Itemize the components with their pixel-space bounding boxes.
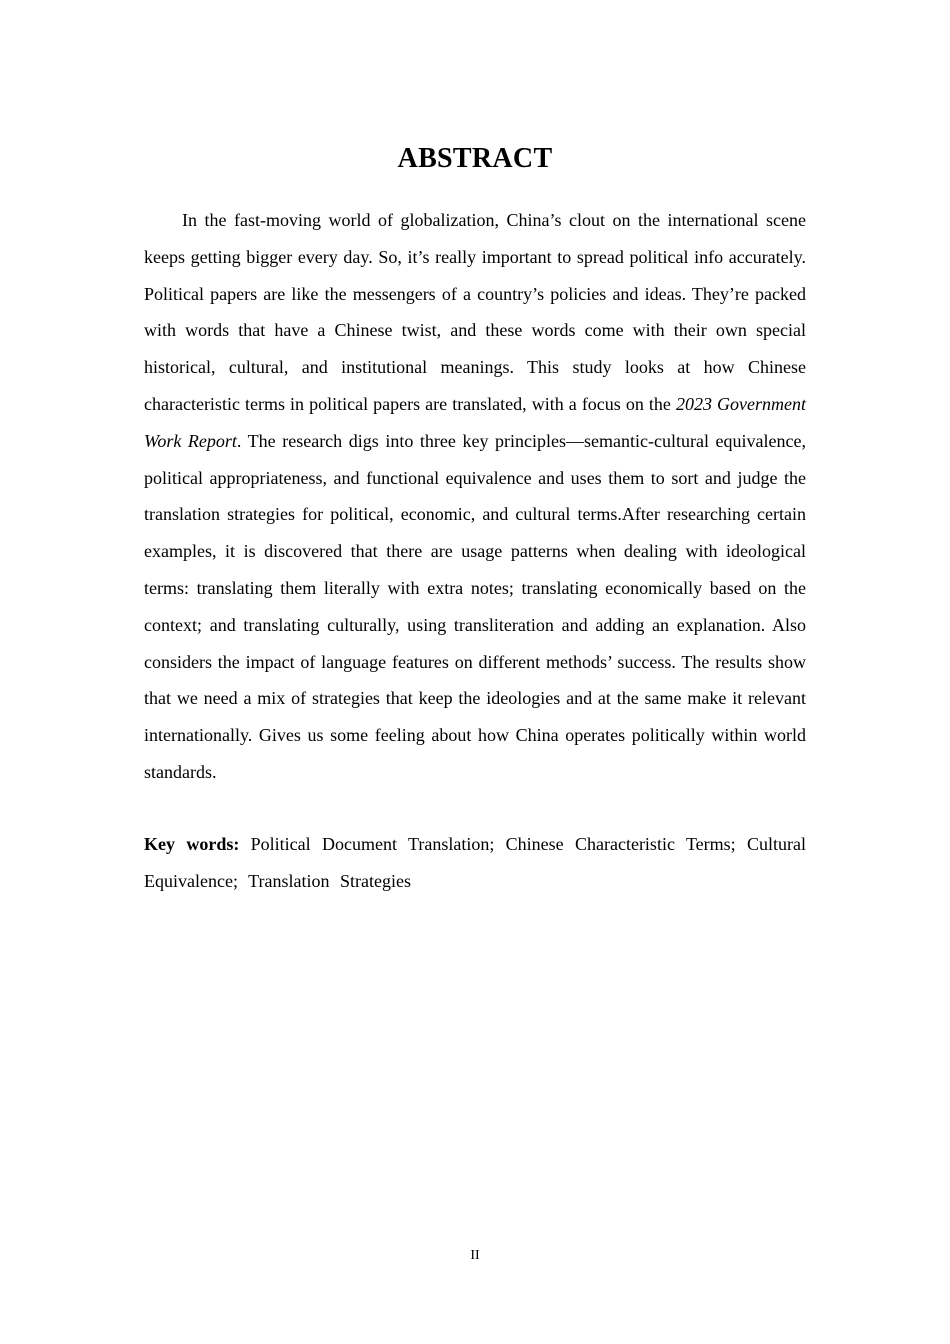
abstract-text-part2: . The research digs into three key principles—semantic-cultural equivalence, political appropriateness, and functional equivalence and uses them to sort and judge the translation strategies for political, economic, and cultural terms.After researching certain examples, it is discovered that there are usage patterns when dealing with ideological terms: translating them literally with extra notes; translating economically based on the context; and translating culturally, using transliteration and adding an explanation. Also considers the impact of language features on different methods’ success. The results show that we need a mix of strategies that keep the ideologies and at the same make it relevant internationally. Gives us some feeling about how China operates politically within world standards. — [144, 430, 806, 782]
report-title-italic: 2023 Government Work Report — [144, 393, 806, 451]
keywords-list: Political Document Translation; Chinese Characteristic Terms; Cultural Equivalence; Translation Strategies — [144, 834, 806, 891]
keywords-paragraph — [144, 826, 806, 900]
abstract-title: ABSTRACT — [397, 142, 553, 174]
abstract-text-part1: In the fast-moving world of globalization, China’s clout on the international scene keeps getting bigger every day. So, it’s really important to spread political info accurately. Political papers are like the messengers of a country’s policies and ideas. They’re packed with words that have a Chinese twist, and these words come with their own special historical, cultural, and institutional meanings. This study looks at how Chinese characteristic terms in political papers are translated, with a focus on the — [144, 210, 806, 414]
abstract-paragraph — [144, 202, 806, 791]
keywords-label: Key words: — [144, 834, 240, 854]
page-number: II — [470, 1248, 480, 1263]
